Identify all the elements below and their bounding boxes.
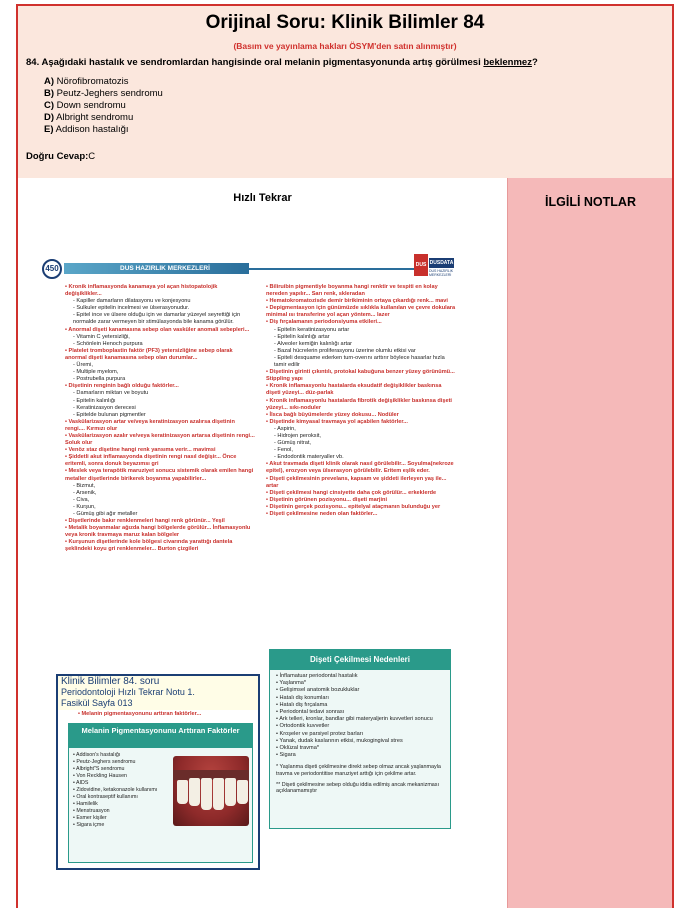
book-header-band: DUS HAZIRLIK MERKEZLERİ — [64, 263, 249, 274]
book-right-line: - Epiteli desquame ederken turn-overını arttırır böylece hasarlar hızla tamir edilir — [274, 354, 445, 369]
option-e: E) Addison hastalığı — [44, 124, 129, 135]
book-left-line: - Damarların miktarı ve boyutu — [73, 390, 149, 397]
notes-title: İLGİLİ NOTLAR — [545, 195, 636, 209]
book-left-line: - Kapiller damarların dilatasyonu ve konjesyonu — [73, 298, 191, 305]
melanin-item: • Esmer kişiler — [73, 815, 107, 821]
gingival-recession-item: • Periodontal tedavi sonrası — [276, 709, 345, 716]
book-left-line: - Üremi, — [73, 362, 93, 369]
melanin-label: • Melanin pigmentasyonunu arttıran faktörler... — [78, 711, 202, 717]
book-left-line: - Epitel ince ve ülsere olduğu için ve damarlar yüzeyel seyrettiği için normalde zarar vermeyen bir stimülasyonda bile kanama görülür. — [73, 312, 241, 326]
book-left-line: - Postrubella purpura — [73, 376, 126, 383]
gingival-recession-item: • Oklüzal travma* — [276, 745, 319, 752]
melanin-list — [73, 752, 165, 829]
book-left-line: • Kurşunun dişetlerinde kole bölgesi civarında yarattığı dantela şeklindeki koyu gri renklenmeler... Burton çizgileri — [65, 539, 233, 553]
question-text-underlined: beklenmez — [483, 57, 532, 68]
book-right-line: - Bazal hücrelerin proliferasyonu üzerine olumlu etkisi var — [274, 347, 416, 354]
book-right-line: • Akut travmada dişeti klinik olarak nasıl görülebilir... Soyulma(nekroze epitel), erozyon veya ülserasyon görülebilir. Eritem eşlik eder. — [266, 461, 454, 475]
melanin-item: • Addison's hastalığı — [73, 752, 121, 758]
clinical-reference-page: Fasikül Sayfa 013 — [61, 698, 133, 708]
clinical-reference-note: Periodontoloji Hızlı Tekrar Notu 1. — [61, 687, 195, 697]
pigmented-gingiva-photo — [173, 756, 249, 826]
book-right-line: • Kronik inflamasyonlu hastalarda fibrotik değişiklikler baskınsa dişeti yüzeyi... sıkı-noduler — [266, 397, 452, 411]
book-right-line: • Dişeti çekilmesinin prevelans, kapsam ve şiddeti ilerleyen yaş ile... artar — [266, 475, 447, 489]
book-right-line: - Gümüş nitrat, — [274, 440, 311, 447]
melanin-box — [68, 723, 253, 863]
gingival-recession-item: • Yaşlanma* — [276, 680, 307, 687]
copyright-note: (Basım ve yayınlama hakları ÖSYM'den satın alınmıştır) — [233, 41, 457, 51]
melanin-item: • Zidovidine, ketakonazole kullanımı — [73, 787, 158, 793]
book-left-line: • Dişetlerinde bakır renklenmeleri hangi renk görünür... Yeşil — [65, 518, 225, 525]
question-text — [26, 57, 538, 68]
book-right-line: • Biliruibin pigmentiyle boyanma hangi renktir ve tespiti en kolay nereden yapılır... Sarı renk, skleradan — [266, 284, 438, 298]
book-page-number: 450 — [42, 259, 62, 279]
gingival-recession-box — [269, 649, 451, 829]
book-left-line: • Şiddetli akut inflamasyonda dişetinin rengi nasıl değişir... Önce eritemli, sonra donuk beyazımsı gri — [65, 454, 237, 468]
book-left-line: • Metalik boyanmalar ağızda hangi bölgelerde görülür... İnflamasyonlu veya kronik travmaya maruz kalan bölgeler — [65, 525, 251, 539]
melanin-item: • Albright"S sendromu — [73, 766, 125, 772]
book-left-line: - Vitamin C yetersizliği, — [73, 333, 130, 340]
book-right-line: - Alveoler kemiğin kalınlığı artar — [274, 340, 353, 347]
book-left-line: - Bizmut, — [73, 482, 96, 489]
book-left-line: • Kronik inflamasyonda kanamaya yol açan histopatolojik değişiklikler... — [65, 284, 218, 298]
book-right-line: • Diş fırçalamanın periodonsiyuma etkileri... — [266, 319, 382, 326]
book-left-line: - Civa, — [73, 496, 90, 503]
logo-wordmark: DUSDATA — [429, 260, 454, 266]
gingival-recession-item: • Hatalı diş konumları — [276, 694, 329, 701]
book-left-line: • Vaskülarizasyon azalır ve/veya keratinizasyon artarsa dişetinin rengi... Soluk olur — [65, 432, 255, 447]
clinical-reference-title: Klinik Bilimler 84. soru — [61, 676, 160, 687]
gingival-recession-item: • Kroşeler ve parsiyel protez barları — [276, 730, 364, 737]
dusdata-logo — [414, 254, 454, 276]
question-text-pre: 84. Aşağıdaki hastalık ve sendromlardan hangisinde oral melanin pigmentasyonunda artış görülmesi — [26, 57, 484, 68]
book-right-line: • Depigmentasyon için günümüzde sıklıkla kullanılan ve çevre dokulara minimal ısı transferine yol açan yöntem... lazer — [266, 305, 456, 319]
melanin-item: • Oral kontraseptif kullanımı — [73, 794, 138, 800]
gingival-recession-item: • Hatalı diş fırçalama — [276, 701, 328, 708]
book-left-column — [65, 284, 255, 554]
book-left-line: • Meslek veya terapötik maruziyet sonucu sistemik olarak emilen hangi metaller dişetlerinde birikerek boyanma yapabilirler... — [65, 468, 254, 482]
option-a: A) Nörofibromatozis — [44, 76, 129, 87]
book-right-line: - Epitelin kalınlığı artar — [274, 333, 330, 340]
melanin-box-title: Melanin Pigmentasyonunu Arttıran Faktörler — [69, 724, 252, 748]
book-right-line: • Dişetinin girinti çıkıntılı, protokal kabuğuna benzer yüzey görünümü... Stippling yapı — [266, 369, 455, 383]
book-right-line: • Dişetinin görünen pozisyonu... dişeti marjini — [266, 496, 387, 503]
correct-answer: Doğru Cevap:C — [26, 151, 96, 162]
melanin-item: • Von Reckling Hausen — [73, 773, 127, 779]
book-left-line: - Gümüş gibi ağır metaller — [73, 511, 138, 517]
book-left-line: • Dişetinin renginin bağlı olduğu faktörler... — [65, 383, 179, 390]
book-left-line: - Arsenik, — [73, 489, 97, 496]
logo-subtitle: DUS HAZIRLIK MERKEZLERİ — [429, 269, 454, 277]
notes-panel — [507, 178, 672, 908]
review-title: Hızlı Tekrar — [233, 192, 292, 204]
book-left-line: • Vaskülarizasyon artar ve/veya keratinizasyon azalırsa dişetinin rengi.... Kırmızı olur — [65, 418, 235, 432]
book-right-line: • Dişeti çekilmesi hangi cinsiyette daha çok görülür... erkeklerde — [266, 489, 437, 496]
logo-mark: DUS — [414, 254, 428, 276]
book-right-line: - Endodontik materyaller vb. — [274, 454, 344, 461]
book-right-line: • Dişeti çekilmesine neden olan faktörler... — [266, 511, 378, 517]
book-right-line: • Kronik inflamasyonlu hastalarda eksudatif değişiklikler baskınsa dişeti yüzeyi... düz-parlak — [266, 383, 442, 397]
melanin-item: • Menstruasyon — [73, 808, 110, 814]
gingival-recession-list — [270, 670, 450, 762]
book-right-line: - Fenol, — [274, 447, 293, 454]
book-right-line: • İlsca bağlı büyümelerde yüzey dokusu... Nodüler — [266, 411, 399, 418]
book-left-line: • Anormal dişeti kanamasına sebep olan vasküler anomali sebepleri... — [65, 326, 250, 333]
book-right-line: - Epitelin keratinizasyonu artar — [274, 326, 350, 333]
melanin-item: • Sigara içme — [73, 822, 105, 828]
book-right-line: • Dişetinde kimyasal travmaya yol açabilen faktörler... — [266, 418, 408, 425]
book-right-line: - Hidrojen peroksit, — [274, 432, 321, 439]
book-left-line: • Venöz staz dişetine hangi renk yansıma verir... mavimsi — [65, 447, 216, 454]
option-b: B) Peutz-Jeghers sendromu — [44, 88, 163, 99]
book-right-line: • Dişetinin gerçek pozisyonu... epitelyal ataçmanın bulunduğu yer — [266, 503, 441, 510]
option-d: D) Albright sendromu — [44, 112, 134, 123]
book-left-line: - Keratinizasyon derecesi — [73, 404, 136, 411]
book-left-line: - Epitelde bulunan pigmentler — [73, 411, 146, 418]
gingival-recession-title: Dişeti Çekilmesi Nedenleri — [270, 650, 450, 670]
book-right-line: • Hematokromatozisde demir birikiminin ortaya çıkardığı renk... mavi — [266, 298, 448, 305]
book-left-line: • Platelet tromboplastin faktör (PF3) yetersizliğine sebep olarak anormal dişeti kanamasına sebep olan durumlar... — [65, 347, 233, 361]
book-right-column — [266, 284, 456, 518]
page-title: Orijinal Soru: Klinik Bilimler 84 — [205, 12, 485, 33]
melanin-item: • Peutz-Jeghers sendromu — [73, 759, 136, 765]
answer-options — [44, 76, 163, 136]
gingival-recession-item: • İnflamatuar periodontal hastalık — [276, 673, 358, 679]
clinical-reference-box — [56, 674, 260, 712]
book-left-line: - Multiple myelom, — [73, 369, 119, 376]
gingival-recession-footnote-1: * Yaşlanma dişeti çekilmesine direkt sebep olmaz ancak yaşlanmayla travma ve periodontitise maruziyet arttığı için çekilme artar. — [276, 764, 441, 778]
book-left-line: - Kurşun, — [73, 503, 96, 510]
gingival-recession-item: • Sigara — [276, 752, 296, 759]
book-right-line: - Aspirin, — [274, 425, 296, 432]
question-panel — [18, 6, 672, 178]
book-left-line: - Sulkuler epitelin incelmesi ve ülserasyonudur. — [73, 305, 190, 312]
book-left-line: - Schönlein Henoch purpura — [73, 340, 143, 347]
question-text-post: ? — [531, 57, 538, 68]
gingival-recession-footnote-2: ** Dişeti çekilmesine sebep olduğu iddia edilmiş ancak mekanizması açıklanamamıştır — [276, 781, 439, 795]
gingival-recession-item: • Ortodontik kuvvetler — [276, 723, 330, 730]
book-left-line: - Epitelin kalınlığı — [73, 397, 116, 404]
gingival-recession-item: • Ark telleri, kronlar, bandlar gibi materyaljerin kuvvetleri sonucu — [276, 716, 433, 723]
option-c: C) Down sendromu — [44, 100, 126, 111]
book-header-line — [249, 268, 424, 270]
melanin-item: • Hamilelik — [73, 801, 98, 807]
melanin-item: • AIDS — [73, 780, 89, 786]
gingival-recession-item: • Gelişimsel anatomik bozukluklar — [276, 687, 360, 694]
melanin-section — [56, 710, 260, 870]
gingival-recession-item: • Yanak, dudak kaslarının etkisi, mukogingival stres — [276, 737, 403, 744]
